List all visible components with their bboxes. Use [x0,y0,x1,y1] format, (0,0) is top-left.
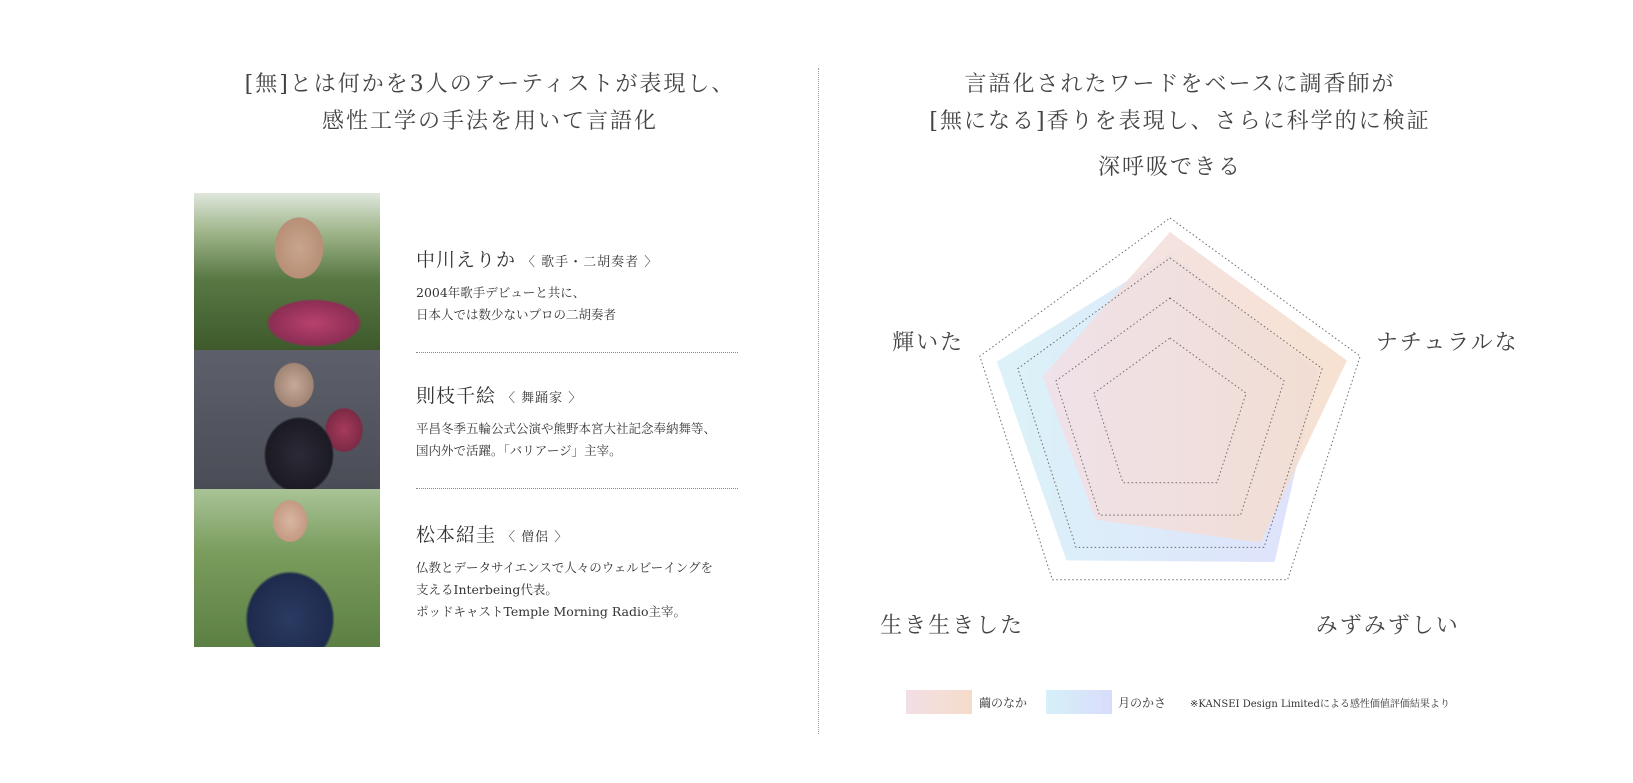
artist-description-line: 2004年歌手デビューと共に、 [416,285,586,300]
artist-description-line: 平昌冬季五輪公式公演や熊野本宮大社記念奉納舞等、 [416,421,717,436]
legend-label-series-1: 繭のなか [979,696,1028,710]
legend-swatch-series-2 [1046,690,1112,714]
artist-role: 〈 歌手・二胡奏者 〉 [522,255,659,270]
artist-entry [416,245,746,326]
artist-name: 則枝千絵 [416,385,497,407]
artist-description-line: ポッドキャストTemple Morning Radio主宰。 [416,604,687,619]
right-heading-line-1: 言語化されたワードをベースに調香師が [964,72,1396,97]
artist-description [416,282,746,326]
artist-name: 中川えりか [416,249,517,271]
artist-photo-3 [194,489,380,647]
artist-entry [416,520,746,623]
radar-axis-label: 輝いた [892,330,965,356]
artist-description [416,418,746,462]
left-heading [200,66,780,140]
artist-name: 松本紹圭 [416,524,497,546]
artist-name-line [416,245,746,272]
radar-axis-label: ナチュラルな [1375,330,1519,356]
artist-role: 〈 舞踊家 〉 [502,391,583,406]
artist-photo-ellipse [194,193,380,647]
artist-role: 〈 僧侶 〉 [502,530,569,545]
radar-axis-label: 生き生きした [880,613,1025,639]
legend-swatch-series-1 [906,690,972,714]
radar-axis-label: みずみずしい [1315,613,1460,639]
artist-name-line [416,520,746,547]
right-heading-line-2: [無になる]香りを表現し、さらに科学的に検証 [929,109,1431,134]
artist-name-line [416,381,746,408]
artist-separator [416,488,738,489]
legend-note: ※KANSEI Design Limitedによる感性価値評価結果より [1190,699,1450,710]
artist-description-line: 国内外で活躍。「バリアージ」主宰。 [416,443,622,458]
vertical-divider [818,68,819,734]
artist-separator [416,352,738,353]
artist-description-line: 日本人では数少ないプロの二胡奏者 [416,307,617,322]
left-heading-line-2: 感性工学の手法を用いて言語化 [321,109,658,134]
radar-axis-label: 深呼吸できる [1097,155,1243,180]
artist-photo-2 [194,350,380,489]
artist-entry [416,381,746,462]
radar-series-1 [1043,232,1347,543]
left-heading-line-1: [無]とは何かを3人のアーティストが表現し、 [244,72,736,97]
artist-photo-1 [194,193,380,350]
legend-label-series-2: 月のかさ [1118,696,1167,710]
artist-description [416,557,746,623]
artist-description-line: 支えるInterbeing代表。 [416,582,558,597]
right-heading [860,66,1500,140]
artist-description-line: 仏教とデータサイエンスで人々のウェルビーイングを [416,560,714,575]
radar-chart [880,155,1519,660]
